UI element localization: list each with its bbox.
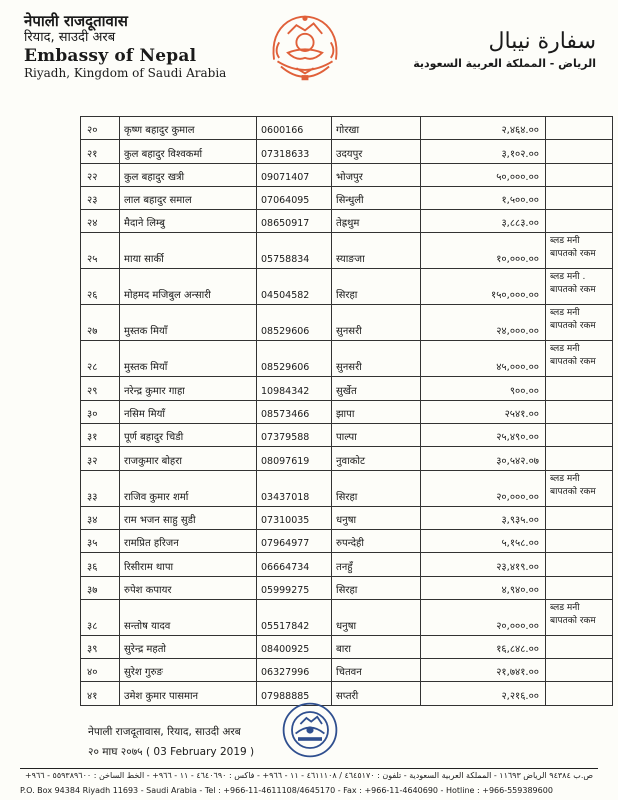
remark-cell [546, 424, 613, 447]
amount-cell: १०,०००.०० [421, 233, 546, 269]
table-row [81, 269, 613, 305]
arabic-subtitle: الرياض - المملكة العربية السعودية [413, 57, 596, 70]
district-cell: सुनसरी [332, 341, 421, 377]
amount-cell: १६,८४८.०० [421, 635, 546, 658]
passport-cell: 08650917 [257, 210, 332, 233]
remark-cell: ब्लड मनी बापतको रकम [546, 341, 613, 377]
amount-cell: ९००.०० [421, 377, 546, 400]
serial-number-cell: २५ [81, 233, 120, 269]
passport-cell: 07318633 [257, 140, 332, 163]
serial-number-cell: ३८ [81, 599, 120, 635]
nepal-emblem-icon [262, 8, 348, 94]
amount-cell: ३,८८३.०० [421, 210, 546, 233]
name-cell: पूर्ण बहादुर चिडी [120, 424, 257, 447]
name-cell: मोहमद मजिबुल अन्सारी [120, 269, 257, 305]
passport-cell: 0600166 [257, 117, 332, 140]
amount-cell: २,२१६.०० [421, 682, 546, 705]
name-cell: सुरेन्द्र महतो [120, 635, 257, 658]
table-row [81, 305, 613, 341]
date-nepali: २० माघ २०७५ [88, 746, 143, 758]
table-row [81, 233, 613, 269]
table-row [81, 186, 613, 209]
remark-cell [546, 140, 613, 163]
passport-cell: 07988885 [257, 682, 332, 705]
name-cell: राजकुमार बोहरा [120, 447, 257, 470]
passport-cell: 08529606 [257, 305, 332, 341]
name-cell: राजिव कुमार शर्मा [120, 470, 257, 506]
amount-cell: १५०,०००.०० [421, 269, 546, 305]
district-cell: सिरहा [332, 269, 421, 305]
header-left [24, 12, 234, 81]
amount-cell: २०,०००.०० [421, 599, 546, 635]
header-right [386, 28, 596, 72]
footer-rule [20, 768, 598, 769]
table-row [81, 377, 613, 400]
remark-cell [546, 506, 613, 529]
serial-number-cell: ३२ [81, 447, 120, 470]
passport-cell: 05999275 [257, 576, 332, 599]
name-cell: रामप्रित हरिजन [120, 529, 257, 552]
name-cell: सुरेश गुरुङ [120, 659, 257, 682]
table-row [81, 140, 613, 163]
name-cell: मुस्तक मियाँ [120, 305, 257, 341]
remark-cell [546, 682, 613, 705]
passport-cell: 06664734 [257, 553, 332, 576]
table-row [81, 341, 613, 377]
table-row [81, 210, 613, 233]
passport-cell: 03437018 [257, 470, 332, 506]
table-row [81, 635, 613, 658]
passport-cell: 08573466 [257, 400, 332, 423]
name-cell: रुपेश कपायर [120, 576, 257, 599]
serial-number-cell: २२ [81, 163, 120, 186]
amount-cell: १,५००.०० [421, 186, 546, 209]
address-english: P.O. Box 94384 Riyadh 11693 - Saudi Arabia - Tel : +966-11-4611108/4645170 - Fax : +966-11-4640690 - Hotline : +966-559389600 [20, 786, 553, 795]
table-row [81, 424, 613, 447]
serial-number-cell: २८ [81, 341, 120, 377]
remark-cell [546, 377, 613, 400]
amount-cell: २०,०००.०० [421, 470, 546, 506]
remark-cell [546, 576, 613, 599]
name-cell: लाल बहादुर समाल [120, 186, 257, 209]
amount-cell: २३,४१९.०० [421, 553, 546, 576]
passport-cell: 05517842 [257, 599, 332, 635]
table-row [81, 529, 613, 552]
district-cell: भोजपुर [332, 163, 421, 186]
serial-number-cell: २६ [81, 269, 120, 305]
district-cell: उदयपुर [332, 140, 421, 163]
english-subtitle: Riyadh, Kingdom of Saudi Arabia [24, 66, 227, 80]
serial-number-cell: ३५ [81, 529, 120, 552]
district-cell: बारा [332, 635, 421, 658]
district-cell: तेह्रथुम [332, 210, 421, 233]
passport-cell: 07379588 [257, 424, 332, 447]
serial-number-cell: ३९ [81, 635, 120, 658]
remark-cell [546, 210, 613, 233]
amount-cell: ५,१५८.०० [421, 529, 546, 552]
serial-number-cell: २० [81, 117, 120, 140]
passport-cell: 04504582 [257, 269, 332, 305]
table-row [81, 682, 613, 705]
table-row [81, 163, 613, 186]
name-cell: माया सार्की [120, 233, 257, 269]
serial-number-cell: ३० [81, 400, 120, 423]
table-row [81, 117, 613, 140]
date-english: ( 03 February 2019 ) [145, 746, 255, 758]
passport-cell: 07064095 [257, 186, 332, 209]
passport-cell: 08097619 [257, 447, 332, 470]
amount-cell: २४,०००.०० [421, 305, 546, 341]
name-cell: राम भजन साहु सुडी [120, 506, 257, 529]
table-row [81, 470, 613, 506]
nepali-subtitle: रियाद, साउदी अरब [24, 30, 116, 45]
table-row [81, 599, 613, 635]
district-cell: धनुषा [332, 599, 421, 635]
remark-cell [546, 186, 613, 209]
serial-number-cell: ३४ [81, 506, 120, 529]
amount-cell: २५,४९०.०० [421, 424, 546, 447]
serial-number-cell: २३ [81, 186, 120, 209]
district-cell: नुवाकोट [332, 447, 421, 470]
serial-number-cell: ३६ [81, 553, 120, 576]
district-cell: तनहुँ [332, 553, 421, 576]
english-title: Embassy of Nepal [24, 46, 197, 66]
name-cell: कृष्ण बहादुर कुमाल [120, 117, 257, 140]
remark-cell [546, 117, 613, 140]
serial-number-cell: ४० [81, 659, 120, 682]
serial-number-cell: ३३ [81, 470, 120, 506]
remark-cell [546, 163, 613, 186]
passport-cell: 10984342 [257, 377, 332, 400]
remark-cell: ब्लड मनी बापतको रकम [546, 233, 613, 269]
district-cell: चितवन [332, 659, 421, 682]
table-row [81, 506, 613, 529]
signature-place: नेपाली राजदूतावास, रियाद, साउदी अरब [88, 726, 241, 738]
passport-cell: 09071407 [257, 163, 332, 186]
payment-table [80, 116, 613, 706]
remark-cell [546, 659, 613, 682]
passport-cell: 06327996 [257, 659, 332, 682]
passport-cell: 08529606 [257, 341, 332, 377]
amount-cell: ४५,०००.०० [421, 341, 546, 377]
name-cell: उमेश कुमार पासमान [120, 682, 257, 705]
passport-cell: 08400925 [257, 635, 332, 658]
district-cell: झापा [332, 400, 421, 423]
remark-cell: ब्लड मनी . बापतको रकम [546, 269, 613, 305]
amount-cell: ३,१०२.०० [421, 140, 546, 163]
name-cell: कुल बहादुर विश्वकर्मा [120, 140, 257, 163]
district-cell: पाल्पा [332, 424, 421, 447]
district-cell: गोरखा [332, 117, 421, 140]
passport-cell: 07964977 [257, 529, 332, 552]
district-cell: सिरहा [332, 470, 421, 506]
remark-cell [546, 553, 613, 576]
serial-number-cell: ३७ [81, 576, 120, 599]
district-cell: रुपन्देही [332, 529, 421, 552]
issue-date [88, 742, 254, 762]
passport-cell: 05758834 [257, 233, 332, 269]
remark-cell [546, 529, 613, 552]
address-arabic: ص.ب ٩٤٣٨٤ الرياض ١١٦٩٣ - المملكة العربية السعودية - تلفون : ٤٦٤٥١٧٠ / ٤٦١١١٠٨ - ١١ - ٩٦٦+ - فاكس : ٤٦٤٠٦٩٠ - ١١ - ٩٦٦+ - الخط الساخن : ٥٥٩٣٨٩٦٠٠ - ٩٦٦+ [24, 771, 594, 780]
table-row [81, 447, 613, 470]
district-cell: सुर्खेत [332, 377, 421, 400]
name-cell: रिसीराम थापा [120, 553, 257, 576]
name-cell: मुस्तक मियाँ [120, 341, 257, 377]
amount-cell: २,४६४.०० [421, 117, 546, 140]
name-cell: नरेन्द्र कुमार गाहा [120, 377, 257, 400]
remark-cell [546, 447, 613, 470]
remark-cell: ब्लड मनी बापतको रकम [546, 470, 613, 506]
remark-cell: ब्लड मनी बापतको रकम [546, 599, 613, 635]
remark-cell [546, 635, 613, 658]
passport-cell: 07310035 [257, 506, 332, 529]
name-cell: नसिम मियाँ [120, 400, 257, 423]
remark-cell: ब्लड मनी बापतको रकम [546, 305, 613, 341]
serial-number-cell: ३१ [81, 424, 120, 447]
name-cell: कुल बहादुर खत्री [120, 163, 257, 186]
serial-number-cell: २१ [81, 140, 120, 163]
embassy-seal-icon [280, 700, 340, 760]
nepali-title: नेपाली राजदूतावास [24, 12, 128, 30]
district-cell: सिन्धुली [332, 186, 421, 209]
signature-block [88, 722, 254, 762]
serial-number-cell: २७ [81, 305, 120, 341]
arabic-title: سفارة نيبال [488, 29, 596, 54]
serial-number-cell: २४ [81, 210, 120, 233]
amount-cell: ३,९३५.०० [421, 506, 546, 529]
district-cell: सप्तरी [332, 682, 421, 705]
serial-number-cell: ४१ [81, 682, 120, 705]
remark-cell [546, 400, 613, 423]
name-cell: सन्तोष यादव [120, 599, 257, 635]
amount-cell: २१,७४१.०० [421, 659, 546, 682]
amount-cell: ३०,५४२.०७ [421, 447, 546, 470]
table-row [81, 659, 613, 682]
table-row [81, 400, 613, 423]
name-cell: मैदाने लिम्बु [120, 210, 257, 233]
table-row [81, 576, 613, 599]
district-cell: स्याङजा [332, 233, 421, 269]
district-cell: सिरहा [332, 576, 421, 599]
district-cell: धनुषा [332, 506, 421, 529]
table-body [81, 117, 613, 706]
amount-cell: ४,९४०.०० [421, 576, 546, 599]
amount-cell: ५०,०००.०० [421, 163, 546, 186]
district-cell: सुनसरी [332, 305, 421, 341]
table-row [81, 553, 613, 576]
serial-number-cell: २९ [81, 377, 120, 400]
amount-cell: २५४१.०० [421, 400, 546, 423]
